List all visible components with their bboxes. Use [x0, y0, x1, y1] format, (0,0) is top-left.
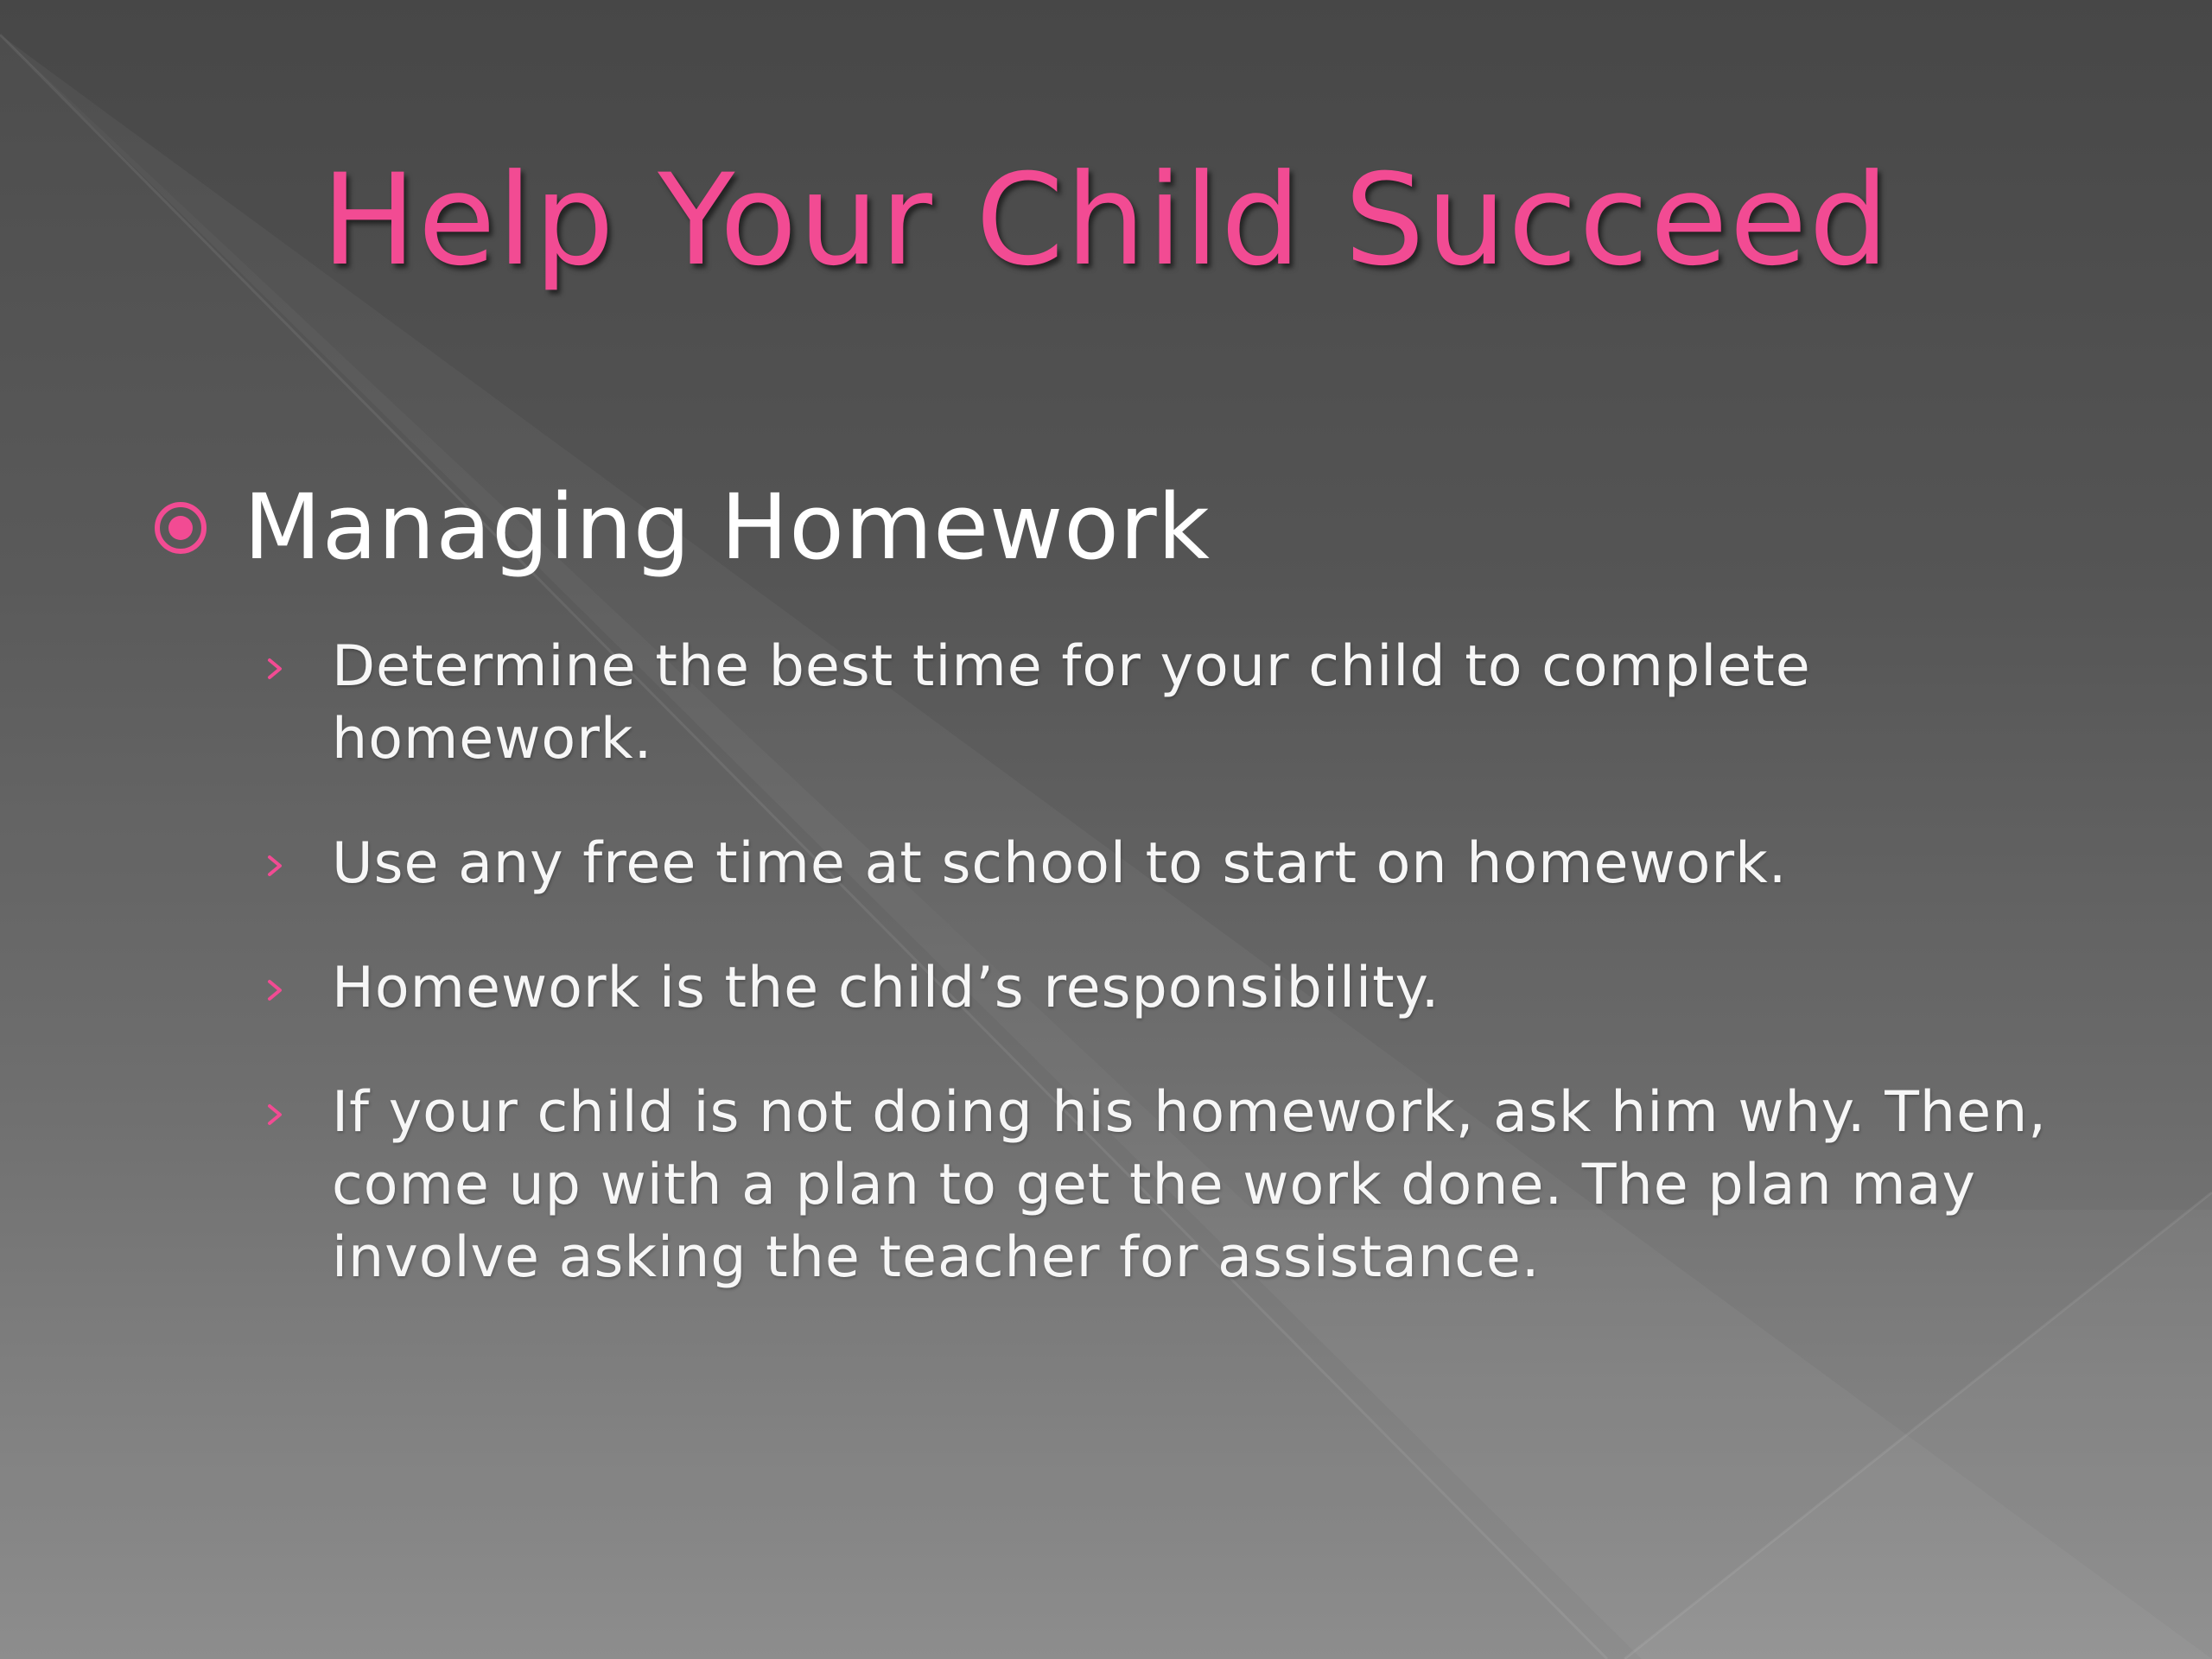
bullet-item [259, 631, 2117, 776]
bullet-item [259, 952, 2117, 1025]
bullet-text: Use any free time at school to start on homework. [332, 831, 1788, 896]
chevron-right-icon [259, 831, 294, 900]
bullet-item [259, 828, 2117, 900]
bullet-item [259, 1077, 2117, 1294]
bullet-text: If your child is not doing his homework, ask him why. Then, come up with a plan to get the work done. The plan may involve asking the teacher for assistance. [332, 1080, 2047, 1290]
radio-bullet-icon [154, 501, 207, 555]
heading-item [154, 474, 1211, 582]
bullet-text: Homework is the child’s responsibility. [332, 956, 1440, 1020]
section-heading: Managing Homework [244, 474, 1211, 580]
slide-title: Help Your Child Succeed [321, 147, 1891, 294]
chevron-right-icon [259, 634, 294, 703]
chevron-right-icon [259, 956, 294, 1025]
chevron-right-icon [259, 1080, 294, 1149]
bullet-text: Determine the best time for your child to complete homework. [332, 634, 1811, 772]
